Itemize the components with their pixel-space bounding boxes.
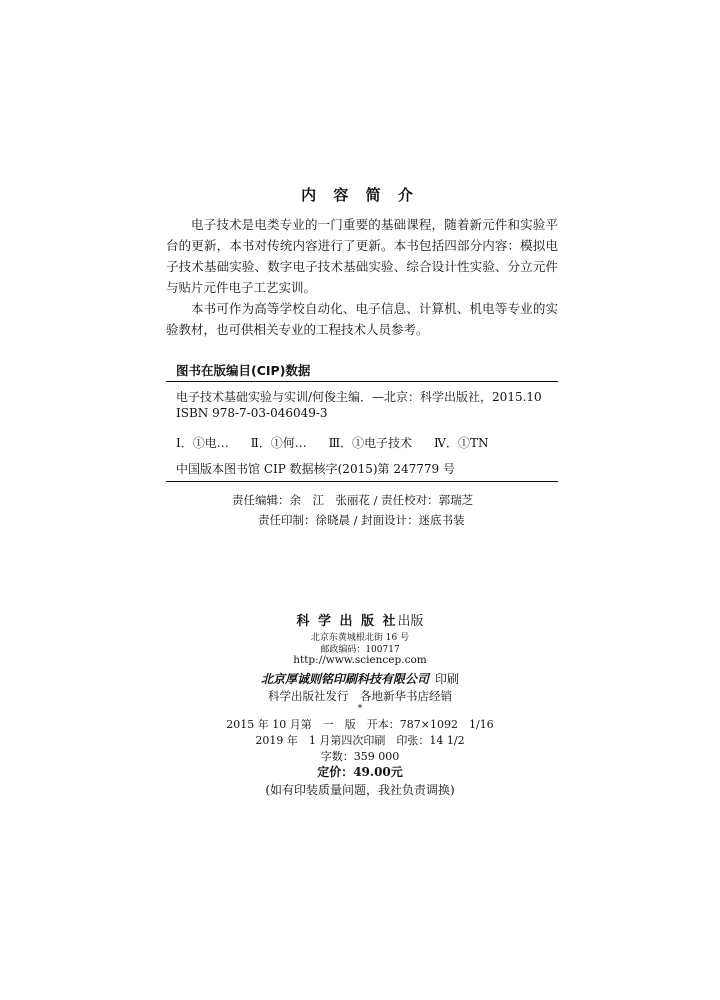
cip-isbn: ISBN 978-7-03-046049-3 bbox=[176, 406, 328, 420]
cip-class-item: Ⅳ．①TN bbox=[433, 436, 489, 450]
intro-paragraph: 本书可作为高等学校自动化、电子信息、计算机、机电等专业的实验教材，也可供相关专业的工程技术人员参考。 bbox=[166, 301, 558, 337]
cip-top-rule bbox=[166, 381, 558, 382]
printer-suffix: 印刷 bbox=[435, 672, 460, 686]
publisher-suffix: 出版 bbox=[397, 614, 424, 629]
credits-editors: 责任编辑：余 江 张丽花 / 责任校对：郭瑞芝 bbox=[232, 493, 474, 507]
edition-line: 2015 年 10 月第 一 版 开本：787×1092 1/16 bbox=[226, 718, 494, 731]
cip-record: 中国版本图书馆 CIP 数据核字(2015)第 247779 号 bbox=[176, 462, 455, 476]
cip-class-item: Ⅰ．①电… bbox=[176, 436, 229, 450]
cip-class-item: Ⅲ．①电子技术 bbox=[328, 436, 413, 450]
cip-heading: 图书在版编目(CIP)数据 bbox=[176, 363, 311, 378]
quality-notice: (如有印装质量问题，我社负责调换) bbox=[265, 783, 455, 797]
separator-star: * bbox=[357, 704, 363, 714]
price: 定价：49.00元 bbox=[317, 765, 403, 779]
intro-paragraph: 电子技术是电类专业的一门重要的基础课程，随着新元件和实验平台的更新，本书对传统内容进行了更新。本书包括四部分内容：模拟电子技术基础实验、数字电子技术基础实验、综合设计性实验、分立元件与贴片元件电子工艺实训。 bbox=[166, 217, 558, 295]
cip-class-item: Ⅱ．①何… bbox=[250, 436, 307, 450]
printer-line bbox=[0, 670, 720, 687]
printer-name: 北京厚诚则铭印刷科技有限公司 bbox=[260, 672, 429, 686]
publisher-name: 科 学 出 版 社 bbox=[296, 614, 398, 629]
publisher-url: http://www.sciencep.com bbox=[293, 654, 427, 666]
cip-title-line: 电子技术基础实验与实训/何俊主编．—北京：科学出版社，2015.10 bbox=[176, 390, 542, 404]
printing-line: 2019 年 1 月第四次印刷 印张：14 1/2 bbox=[255, 734, 465, 747]
publisher-line bbox=[0, 610, 720, 629]
cip-classification bbox=[176, 434, 506, 451]
cip-bottom-rule bbox=[166, 481, 558, 482]
intro-title: 内 容 简 介 bbox=[301, 186, 419, 204]
publisher-postcode: 邮政编码：100717 bbox=[320, 645, 400, 655]
intro-text bbox=[166, 214, 558, 340]
publisher-address: 北京东黄城根北街 16 号 bbox=[310, 633, 410, 643]
word-count: 字数：359 000 bbox=[320, 750, 400, 763]
credits-production: 责任印制：徐晓晨 / 封面设计：迷底书装 bbox=[258, 513, 465, 527]
distribution-line: 科学出版社发行 各地新华书店经销 bbox=[268, 689, 452, 703]
